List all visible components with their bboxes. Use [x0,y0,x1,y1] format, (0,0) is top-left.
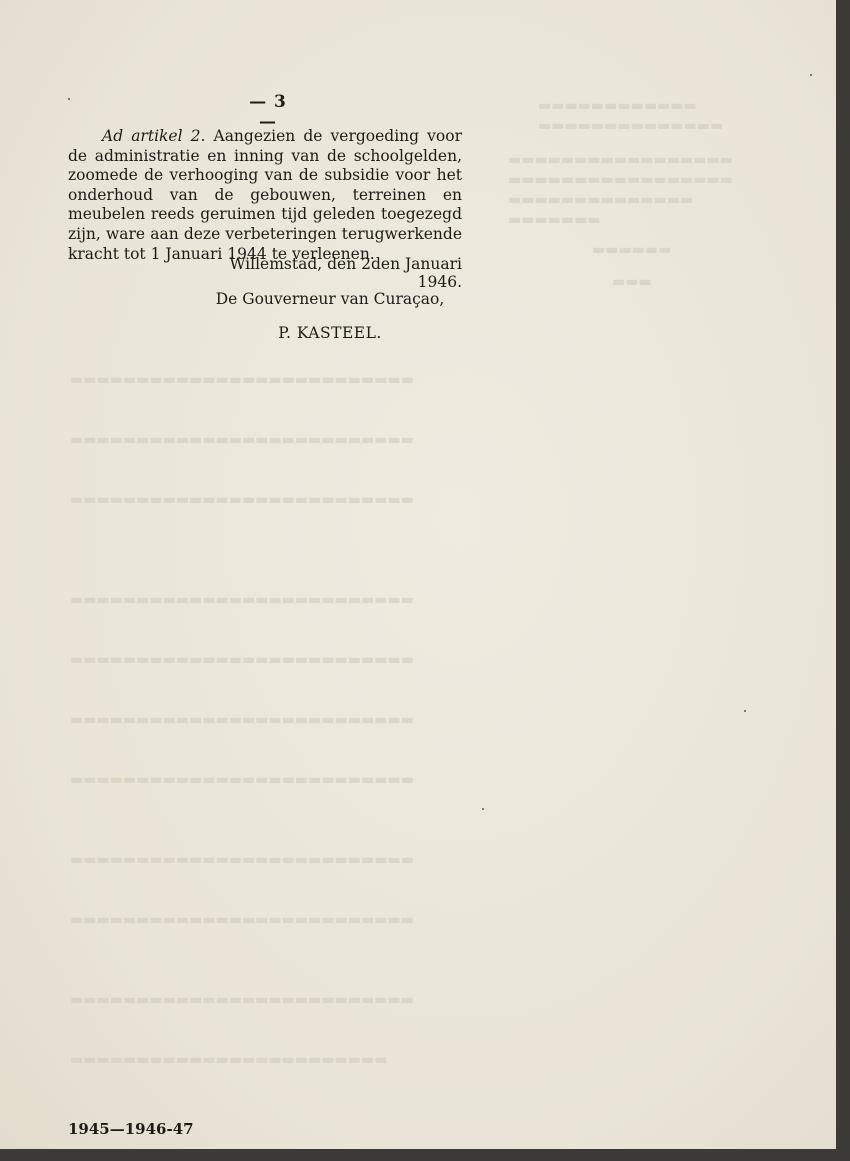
bleed-through-texture: ▬▬▬▬▬▬▬▬▬▬▬▬▬▬ [508,192,694,208]
bleed-through-texture: ▬▬▬▬▬▬▬▬▬▬▬▬▬▬▬▬▬▬▬▬▬▬▬▬ [70,1052,388,1068]
bleed-through-texture: ▬▬▬▬▬▬▬▬▬▬▬▬▬▬▬▬▬▬▬▬▬▬▬▬▬▬ [70,492,414,508]
bleed-through-texture: ▬▬▬▬▬▬▬▬▬▬▬▬▬▬▬▬▬▬▬▬▬▬▬▬▬▬ [70,372,414,388]
bleed-through-texture: ▬▬▬▬▬▬▬▬▬▬▬▬▬▬▬▬▬▬▬▬▬▬▬▬▬▬ [70,992,414,1008]
bleed-through-texture: ▬▬▬▬▬▬▬▬▬▬▬▬▬▬▬▬▬▬▬▬▬▬▬▬▬▬ [70,652,414,668]
bleed-through-texture: ▬▬▬▬▬▬▬▬▬▬▬▬▬▬ [538,118,724,134]
bleed-through-texture: ▬▬▬▬▬▬ [592,242,672,258]
bleed-through-texture: ▬▬▬▬▬▬▬▬▬▬▬▬▬▬▬▬▬▬▬▬▬▬▬▬▬▬ [70,592,414,608]
bleed-through-texture: ▬▬▬▬▬▬▬▬▬▬▬▬▬▬▬▬▬ [508,152,733,168]
bleed-through-texture: ▬▬▬▬▬▬▬▬▬▬▬▬ [538,98,697,114]
bleed-through-texture: ▬▬▬▬▬▬▬▬▬▬▬▬▬▬▬▬▬ [508,172,733,188]
bleed-through-texture: ▬▬▬▬▬▬▬▬▬▬▬▬▬▬▬▬▬▬▬▬▬▬▬▬▬▬ [70,852,414,868]
bleed-through-texture: ▬▬▬▬▬▬▬▬▬▬▬▬▬▬▬▬▬▬▬▬▬▬▬▬▬▬ [70,772,414,788]
bleed-through-texture: ▬▬▬▬▬▬▬▬▬▬▬▬▬▬▬▬▬▬▬▬▬▬▬▬▬▬ [70,912,414,928]
bleed-through-texture: ▬▬▬▬▬▬▬ [508,212,601,228]
article-label: Ad artikel 2. [102,127,206,145]
page-number: — 3 — [249,92,287,132]
governor-title: De Gouverneur van Curaçao, [215,290,445,308]
place-and-date: Willemstad, den 2den Januari 1946. [229,255,462,291]
bleed-through-texture: ▬▬▬▬▬▬▬▬▬▬▬▬▬▬▬▬▬▬▬▬▬▬▬▬▬▬ [70,712,414,728]
footer-years: 1945—1946-47 [68,1120,194,1138]
signatory-name: P. KASTEEL. [278,324,382,342]
article-text: Aangezien de vergoeding voor de administratie en inning van de schoolgelden, zoomede de verhooging van de subsidie voor het onderhoud van de gebouwen, terreinen en meubelen reeds geruimen tijd geleden toegezegd zijn, ware aan deze verbeteringen terugwerkende kracht tot 1 Januari 1944 te verleenen. [68,127,462,263]
bleed-through-texture: ▬▬▬▬▬▬▬▬▬▬▬▬▬▬▬▬▬▬▬▬▬▬▬▬▬▬ [70,432,414,448]
bleed-through-texture: ▬▬▬ [612,274,652,290]
